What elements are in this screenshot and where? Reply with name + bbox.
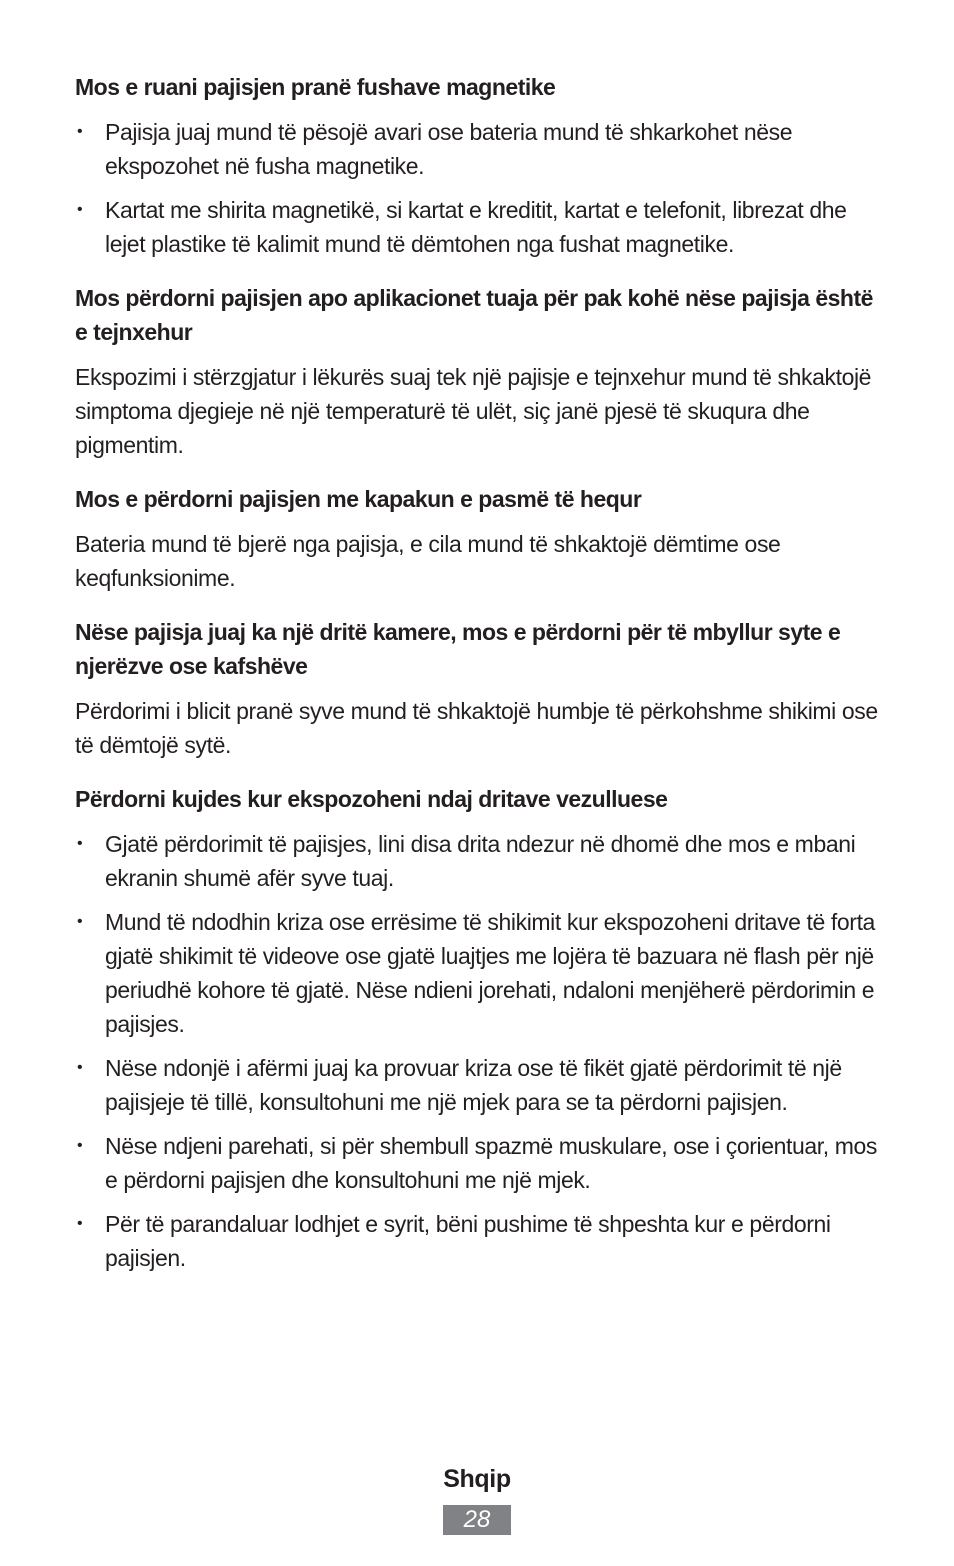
page-content xyxy=(75,70,885,1295)
page-number-badge: 28 xyxy=(443,1505,511,1535)
bullet-list xyxy=(75,827,885,1275)
section-magnetic-fields xyxy=(75,70,885,261)
list-item: • Mund të ndodhin kriza ose errësime të shikimit kur ekspozoheni dritave të forta gjatë shikimit të videove ose gjatë luajtjes me lojëra të bazuara në flash për një periudhë kohore të gjatë. Nëse ndieni jorehati, ndaloni menjëherë përdorimin e pajisjes. xyxy=(75,905,885,1041)
section-flashing-lights xyxy=(75,782,885,1275)
list-item: • Nëse ndonjë i afërmi juaj ka provuar kriza ose të fikët gjatë përdorimit të një pajisjeje të tillë, konsultohuni me një mjek para se ta përdorni pajisjen. xyxy=(75,1051,885,1119)
section-heading: Përdorni kujdes kur ekspozoheni ndaj dritave vezulluese xyxy=(75,786,668,812)
list-item: • Pajisja juaj mund të pësojë avari ose bateria mund të shkarkohet nëse ekspozohet në fusha magnetike. xyxy=(75,115,885,183)
section-paragraph: Ekspozimi i stërzgjatur i lëkurës suaj tek një pajisje e tejnxehur mund të shkaktojë simptoma djegieje në një temperaturë të ulët, siç janë pjesë të skuqura dhe pigmentim. xyxy=(75,364,872,458)
bullet-list xyxy=(75,115,885,261)
footer-language-label: Shqip xyxy=(443,1465,511,1493)
section-heading: Mos e përdorni pajisjen me kapakun e pasmë të hequr xyxy=(75,486,642,512)
list-item: • Gjatë përdorimit të pajisjes, lini disa drita ndezur në dhomë dhe mos e mbani ekranin shumë afër syve tuaj. xyxy=(75,827,885,895)
section-heading: Mos përdorni pajisjen apo aplikacionet tuaja për pak kohë nëse pajisja është e tejnxehur xyxy=(75,285,873,345)
section-paragraph: Përdorimi i blicit pranë syve mund të shkaktojë humbje të përkohshme shikimi ose të dëmtojë sytë. xyxy=(75,698,878,758)
section-heading: Nëse pajisja juaj ka një dritë kamere, mos e përdorni për të mbyllur syte e njerëzve ose kafshëve xyxy=(75,619,841,679)
list-item: • Për të parandaluar lodhjet e syrit, bëni pushime të shpeshta kur e përdorni pajisjen. xyxy=(75,1207,885,1275)
list-item: • Kartat me shirita magnetikë, si kartat e kreditit, kartat e telefonit, librezat dhe lejet plastike të kalimit mund të dëmtohen nga fushat magnetike. xyxy=(75,193,885,261)
section-overheated-device xyxy=(75,281,885,462)
section-paragraph: Bateria mund të bjerë nga pajisja, e cila mund të shkaktojë dëmtime ose keqfunksionime. xyxy=(75,531,781,591)
list-item: • Nëse ndjeni parehati, si për shembull spazmë muskulare, ose i çorientuar, mos e përdorni pajisjen dhe konsultohuni me një mjek. xyxy=(75,1129,885,1197)
section-back-cover xyxy=(75,482,885,595)
section-heading: Mos e ruani pajisjen pranë fushave magnetike xyxy=(75,74,556,100)
section-camera-light xyxy=(75,615,885,762)
